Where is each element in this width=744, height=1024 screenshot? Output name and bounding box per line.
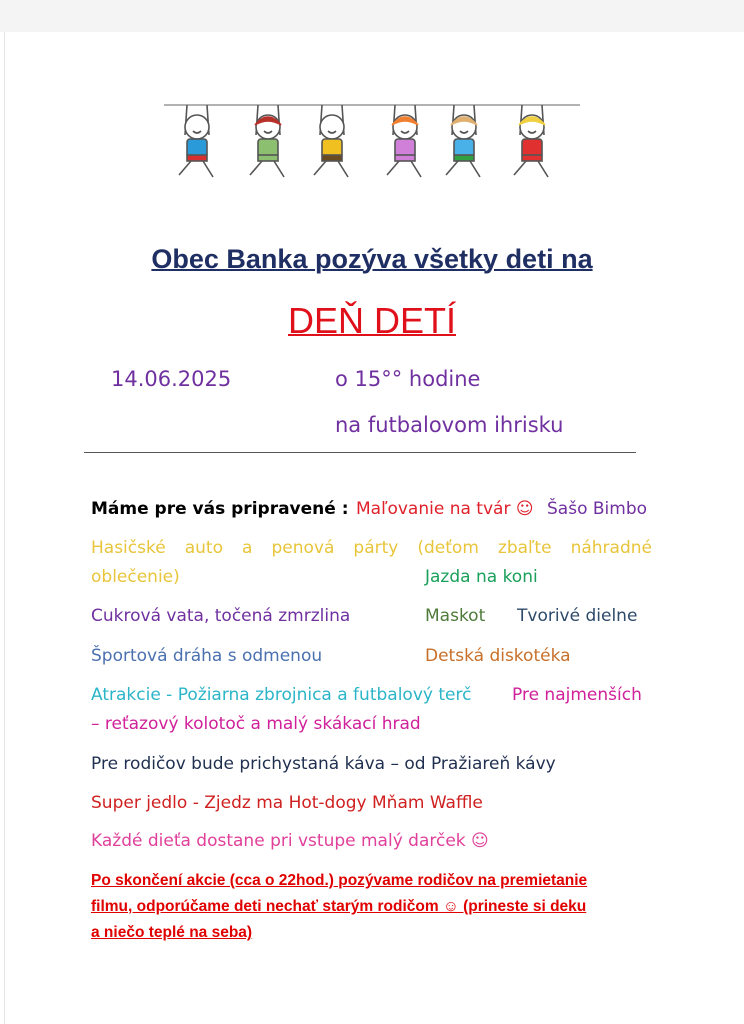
hanging-children-illustration — [150, 95, 590, 185]
item-attractions: Atrakcie - Požiarna zbrojnica a futbalový terč — [91, 685, 472, 705]
item-food: Super jedlo - Zjedz ma Hot-dogy Mňam Waffle — [91, 793, 483, 813]
item-fire-truck-cont: oblečenie) — [91, 567, 180, 587]
item-face-painting: Maľovanie na tvár ☺ — [356, 499, 534, 519]
child-figure — [387, 105, 421, 177]
item-mascot: Maskot — [425, 606, 486, 626]
event-date: 14.06.2025 — [111, 367, 232, 391]
child-figure — [250, 105, 284, 177]
divider — [84, 452, 636, 453]
item-sport: Športová dráha s odmenou — [91, 646, 323, 666]
event-time: o 15°° hodine — [335, 367, 481, 391]
item-workshops: Tvorivé dielne — [517, 606, 638, 626]
movie-note-line-2: filmu, odporúčame deti nechať starým rodičom ☺ (prineste si deku — [91, 898, 587, 915]
child-figure — [514, 105, 548, 177]
child-figure — [446, 105, 480, 177]
program-intro: Máme pre vás pripravené : — [91, 499, 349, 519]
page-title: Obec Banka pozýva všetky deti na — [151, 244, 593, 274]
event-place: na futbalovom ihrisku — [335, 413, 564, 437]
child-figure — [314, 105, 348, 177]
item-candy: Cukrová vata, točená zmrzlina — [91, 606, 351, 626]
movie-note-line-3: a niečo teplé na seba) — [91, 924, 253, 941]
movie-note-line-1: Po skončení akcie (cca o 22hod.) pozývame rodičov na premietanie — [91, 872, 588, 889]
item-smallest-cont: – reťazový kolotoč a malý skákací hrad — [91, 714, 421, 734]
item-coffee: Pre rodičov bude prichystaná káva – od Pražiareň kávy — [91, 754, 556, 774]
viewer-top-bar — [0, 0, 744, 32]
child-figure — [179, 105, 213, 177]
item-fire-truck: Hasičské auto a penová párty (deťom zbaľte náhradné — [91, 538, 652, 558]
item-disco: Detská diskotéka — [425, 646, 571, 666]
item-gift: Každé dieťa dostane pri vstupe malý darček ☺ — [91, 831, 489, 851]
event-name: DEŇ DETÍ — [287, 300, 456, 341]
item-horse: Jazda na koni — [425, 567, 538, 587]
item-clown: Šašo Bimbo — [547, 499, 648, 519]
item-smallest: Pre najmenších — [512, 685, 642, 705]
